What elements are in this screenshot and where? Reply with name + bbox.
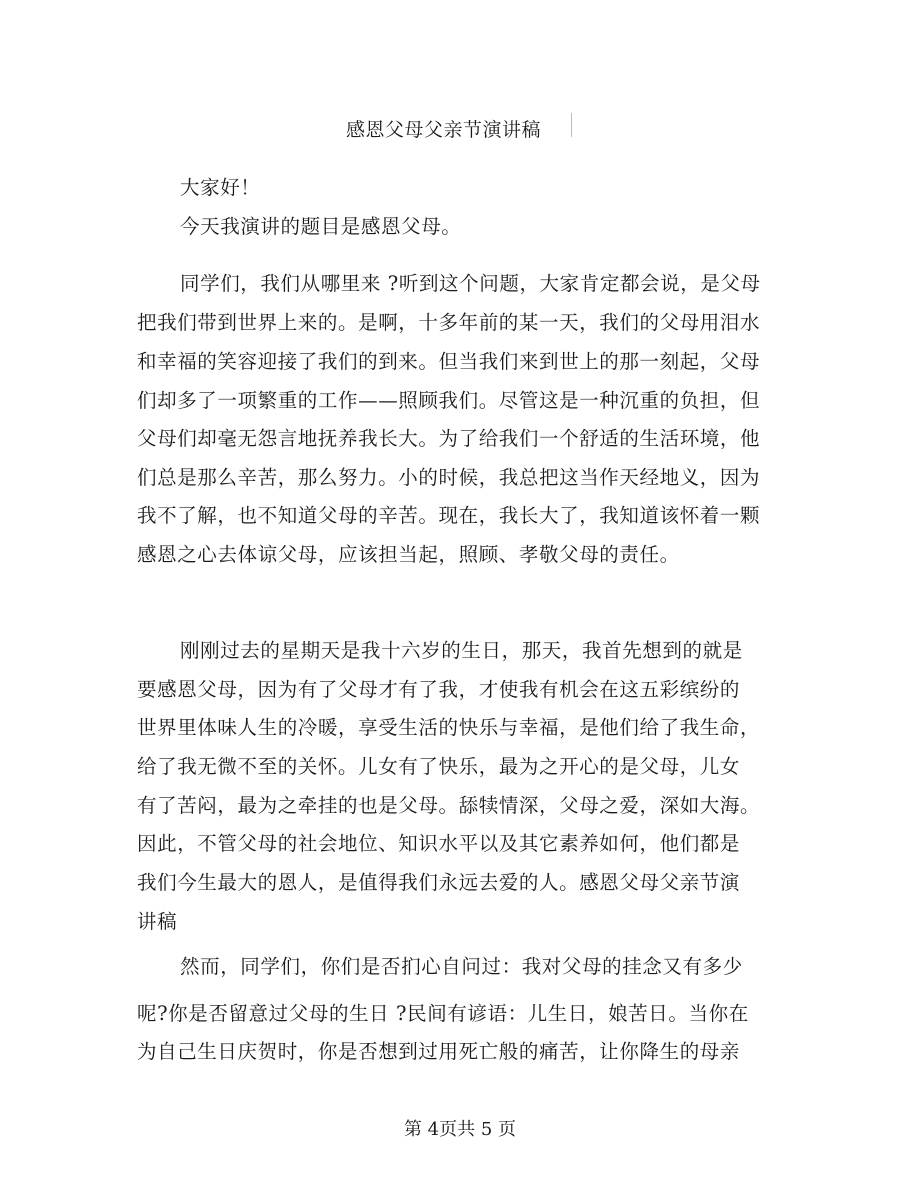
title-divider: [571, 113, 572, 137]
text-line: 父母们却毫无怨言地抚养我长大。为了给我们一个舒适的生活环境，他: [137, 427, 761, 450]
document-title: 感恩父母父亲节演讲稿: [346, 119, 542, 141]
text-line: 呢?你是否留意过父母的生日 ?民间有谚语：儿生日，娘苦日。当你在: [137, 1002, 749, 1025]
text-line: 感恩之心去体谅父母，应该担当起，照顾、孝敬父母的责任。: [137, 543, 680, 566]
text-line: 大家好！: [180, 176, 261, 199]
text-line: 我们今生最大的恩人，是值得我们永远去爱的人。感恩父母父亲节演: [137, 871, 741, 894]
text-line: 把我们带到世界上来的。是啊，十多年前的某一天，我们的父母用泪水: [137, 311, 761, 334]
text-line: 我不了解，也不知道父母的辛苦。现在，我长大了，我知道该怀着一颗: [137, 504, 761, 527]
text-line: 给了我无微不至的关怀。儿女有了快乐，最为之开心的是父母，儿女: [137, 755, 741, 778]
text-line: 们却多了一项繁重的工作——照顾我们。尽管这是一种沉重的负担，但: [137, 389, 761, 412]
page-number: 第 4页共 5 页: [403, 1119, 517, 1140]
text-line: 们总是那么辛苦，那么努力。小的时候，我总把这当作天经地义，因为: [137, 466, 761, 489]
text-line: 今天我演讲的题目是感恩父母。: [180, 215, 462, 238]
text-line: 要感恩父母，因为有了父母才有了我，才使我有机会在这五彩缤纷的: [137, 678, 741, 701]
text-line: 为自己生日庆贺时，你是否想到过用死亡般的痛苦，让你降生的母亲: [137, 1040, 741, 1063]
text-line: 同学们，我们从哪里来 ?听到这个问题，大家肯定都会说，是父母: [180, 272, 761, 295]
text-line: 因此，不管父母的社会地位、知识水平以及其它素养如何，他们都是: [137, 832, 741, 855]
text-line: 世界里体味人生的冷暖，享受生活的快乐与幸福，是他们给了我生命，: [137, 716, 761, 739]
text-line: 然而，同学们，你们是否扪心自问过：我对父母的挂念又有多少: [180, 955, 743, 978]
text-line: 讲稿: [137, 910, 178, 933]
text-line: 有了苦闷，最为之牵挂的也是父母。舔犊情深，父母之爱，深如大海。: [137, 794, 761, 817]
text-line: 刚刚过去的星期天是我十六岁的生日，那天，我首先想到的就是: [180, 639, 743, 662]
text-line: 和幸福的笑容迎接了我们的到来。但当我们来到世上的那一刻起，父母: [137, 350, 761, 373]
